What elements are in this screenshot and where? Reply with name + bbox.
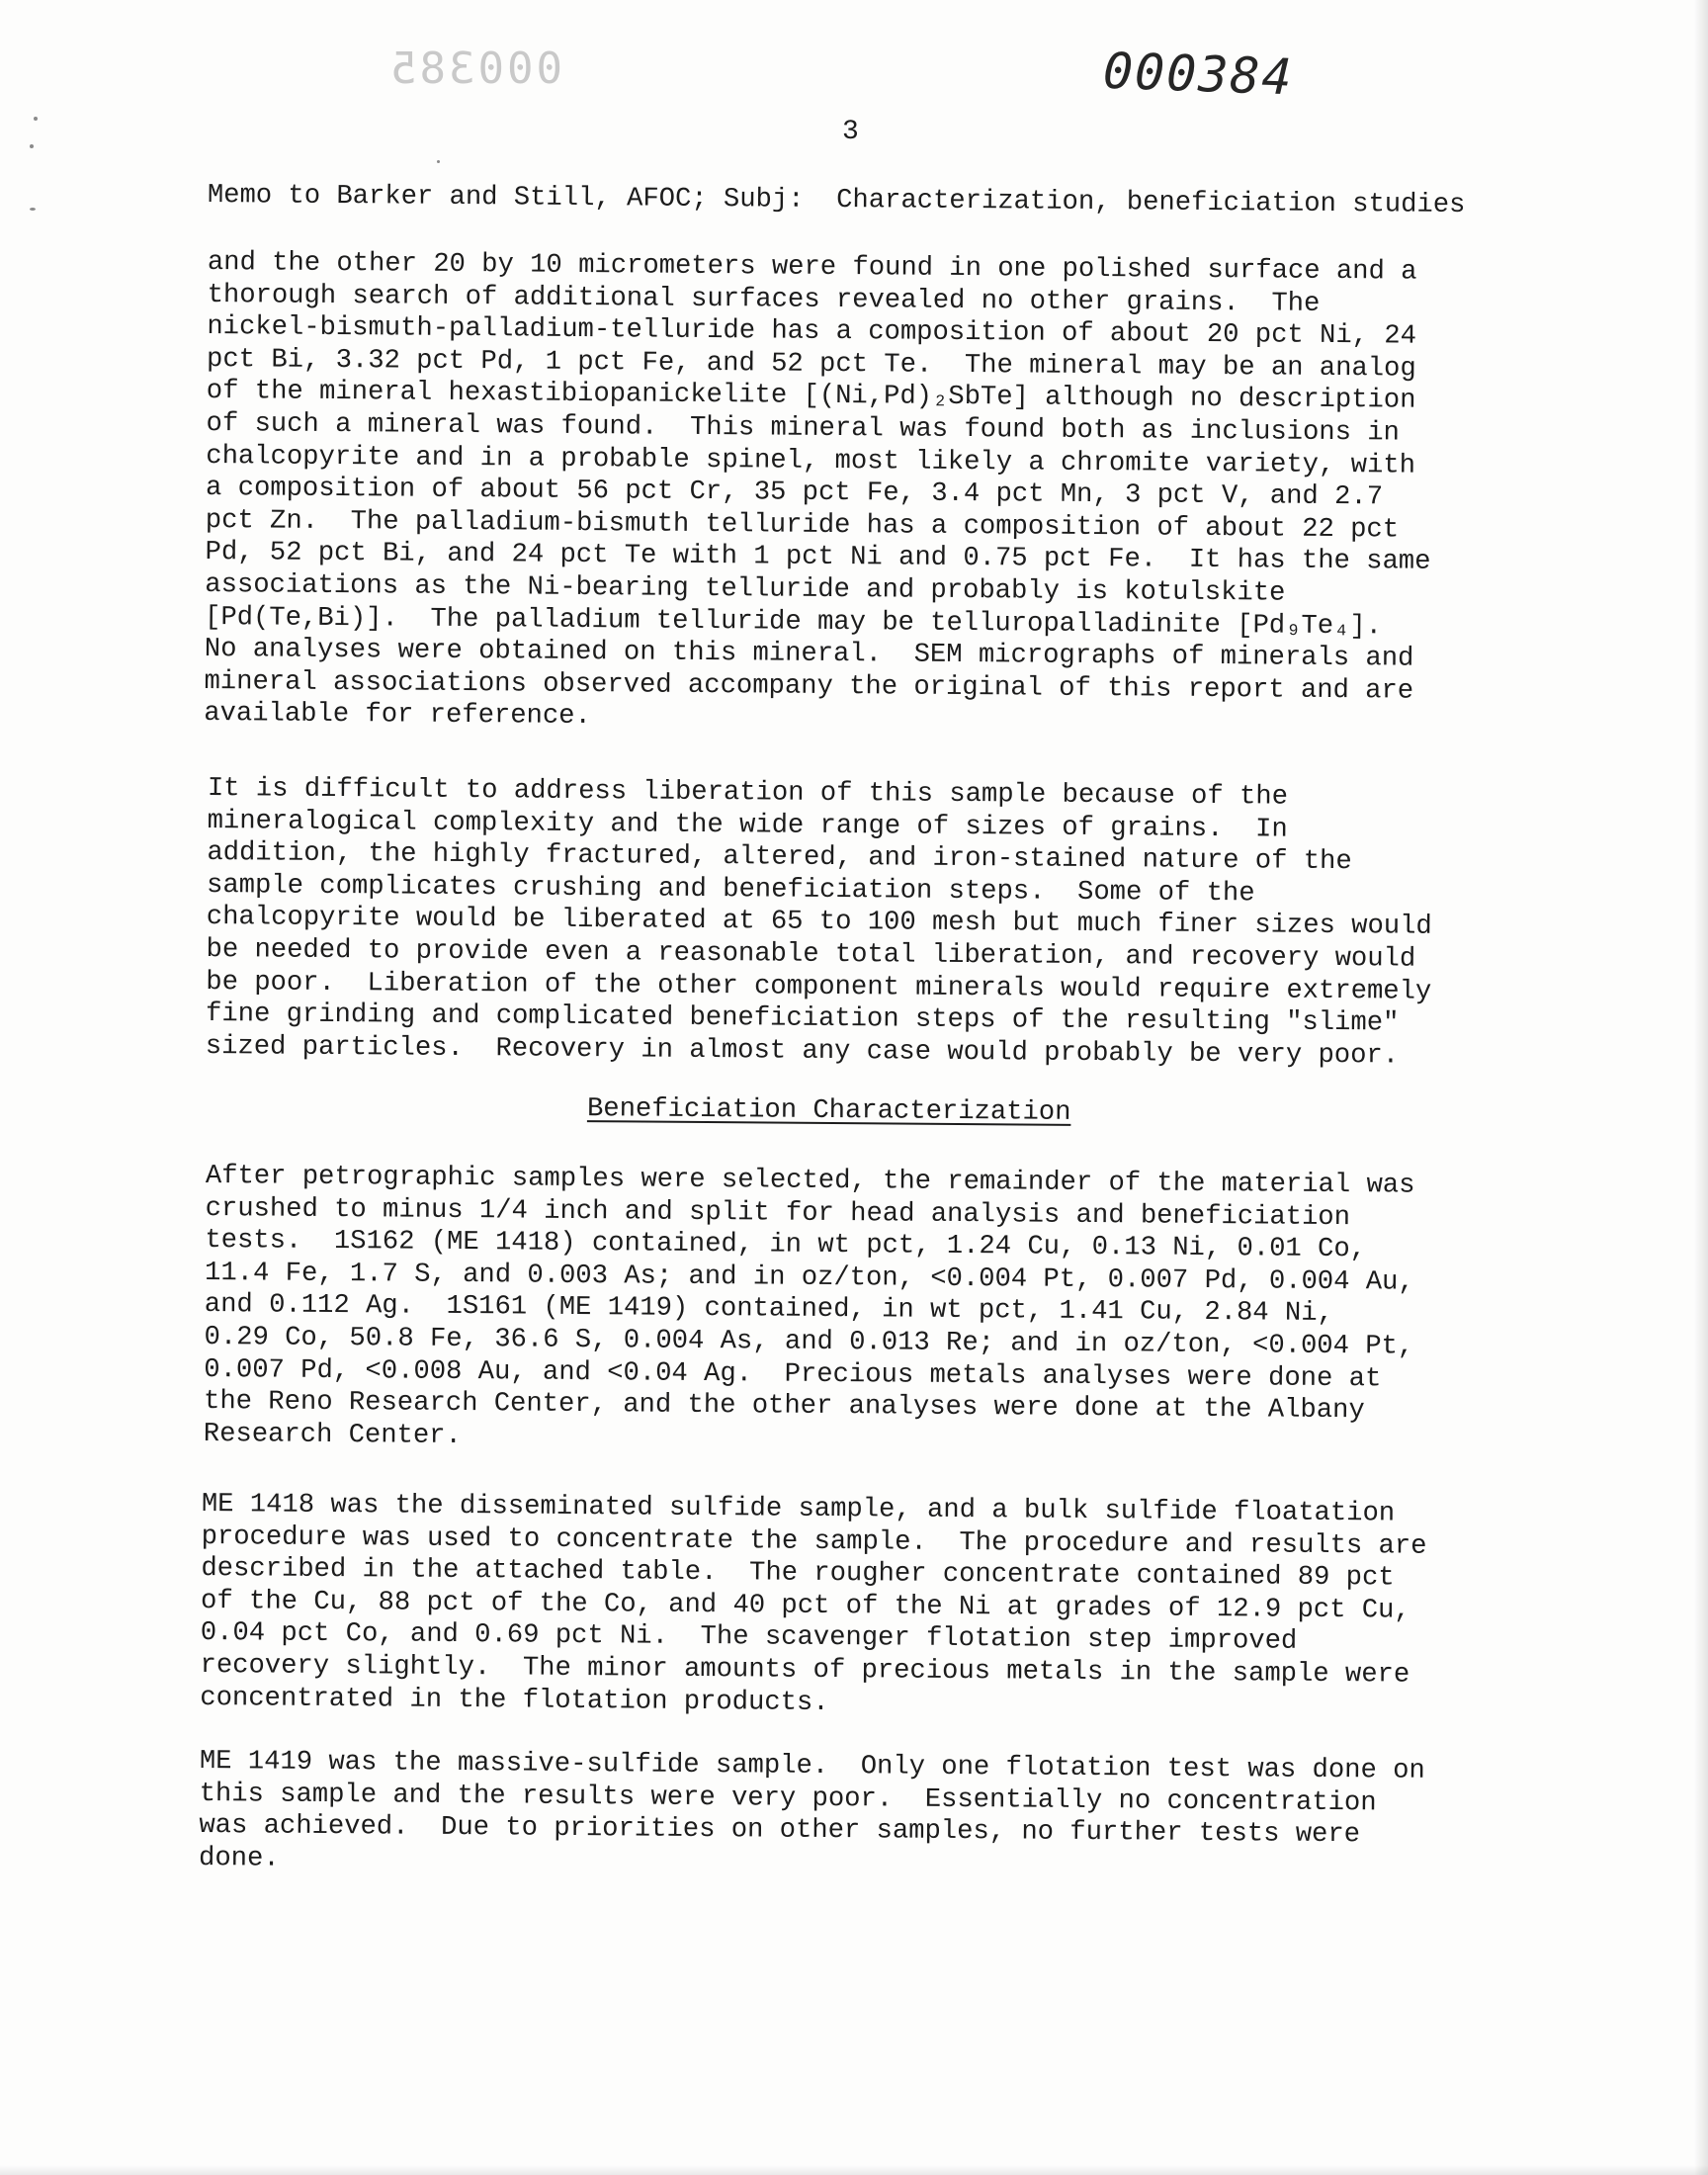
paragraph-head-analysis: After petrographic samples were selected, the remainder of the material was crushed to minus 1/4 inch and split for head analysis and beneficiation tests. 1S162 (ME 1418) contained, in wt pct, 1.24 Cu, 0.13 Ni, 0.01 Co, 11.4 Fe, 1.7 S, and 0.003 As; and in oz/ton, <0.004 Pt, 0.007 Pd, 0.004 Au, and 0.112 Ag. 1S161 (ME 1419) contained, in wt pct, 1.41 Cu, 2.84 Ni, 0.29 Co, 50.8 Fe, 36.6 S, 0.004 As, and 0.013 Re; and in oz/ton, <0.004 Pt, 0.007 Pd, <0.008 Au, and <0.04 Ag. Precious metals analyses were done at the Reno Research Center, and the other analyses were done at the Albany Research Center. — [203, 1161, 1415, 1451]
page-edge-shadow — [1694, 0, 1708, 2175]
page-bottom-shadow — [0, 2165, 1708, 2175]
scan-speck — [437, 160, 440, 163]
memo-subject-line: Memo to Barker and Still, AFOC; Subj: Characterization, beneficiation studies — [207, 180, 1466, 220]
page-number: 3 — [842, 117, 859, 147]
scan-speck — [34, 117, 38, 121]
scan-speck — [30, 208, 36, 211]
paragraph-me1418: ME 1418 was the disseminated sulfide sample, and a bulk sulfide floatation procedure was used to concentrate the sample. The procedure and results are described in the attached table. The rougher concentrate contained 89 pct of the Cu, 88 pct of the Co, and 40 pct of the Ni at grades of 12.9 pct Cu, 0.04 pct Co, and 0.69 pct Ni. The scavenger flotation step improved recovery slightly. The minor amounts of precious metals in the sample were concentrated in the flotation products. — [200, 1489, 1427, 1718]
bates-number-stamp: 000384 — [1102, 42, 1295, 107]
section-heading: Beneficiation Characterization — [586, 1093, 1071, 1128]
bleed-through-stamp: 000385 — [387, 44, 562, 94]
paragraph-me1419: ME 1419 was the massive-sulfide sample. Only one flotation test was done on this sample and the results were very poor. Essentially no concentration was achieved. Due to priorities on other samples, no further tests were done. — [198, 1746, 1425, 1874]
scan-speck — [30, 144, 34, 148]
paragraph-liberation: It is difficult to address liberation of this sample because of the mineralogical complexity and the wide range of sizes of grains. In addition, the highly fractured, altered, and iron-stained nature of the sample complicates crushing and beneficiation steps. Some of the chalcopyrite would be liberated at 65 to 100 mesh but much finer sizes would be needed to provide even a reasonable total liberation, and recovery would be poor. Liberation of the other component minerals would require extremely fine grinding and complicated beneficiation steps of the resulting "slime" sized particles. Recovery in almost any case would probably be very poor. — [205, 773, 1432, 1072]
paragraph-mineral-composition: and the other 20 by 10 micrometers were found in one polished surface and a thorough search of additional surfaces revealed no other grains. The nickel-bismuth-palladium-telluride has a composition of about 20 pct Ni, 24 pct Bi, 3.32 pct Pd, 1 pct Fe, and 52 pct Te. The mineral may be an analog of the mineral hexastibiopanickelite [(Ni,Pd)₂SbTe] although no description of such a mineral was found. This mineral was found both as inclusions in chalcopyrite and in a probable spinel, most likely a chromite variety, with a composition of about 56 pct Cr, 35 pct Fe, 3.4 pct Mn, 3 pct V, and 2.7 pct Zn. The palladium-bismuth telluride has a composition of about 22 pct Pd, 52 pct Bi, and 24 pct Te with 1 pct Ni and 0.75 pct Fe. It has the same associations as the Ni-bearing telluride and probably is kotulskite [Pd(Te,Bi)]. The palladium telluride may be telluropalladinite [Pd₉Te₄]. No analyses were obtained on this mineral. SEM micrographs of minerals and mineral associations observed accompany the original of this report and are available for reference. — [204, 247, 1431, 733]
